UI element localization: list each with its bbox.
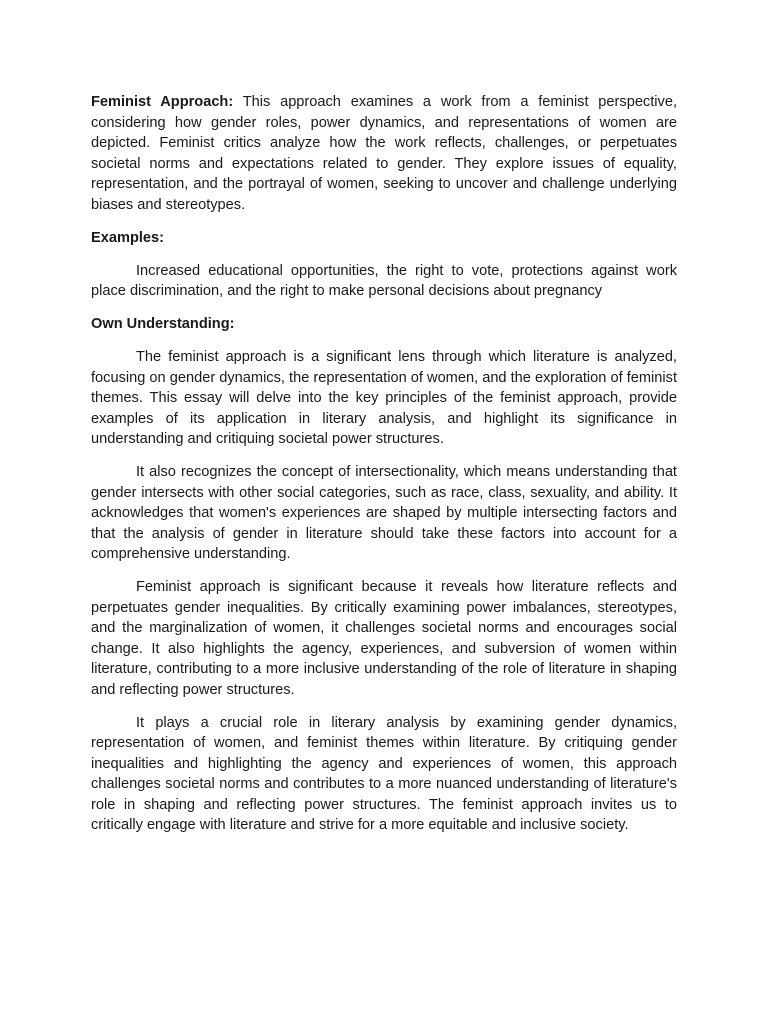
intro-paragraph: [91, 92, 677, 215]
document-body: [91, 92, 677, 848]
own-understanding-heading: Own Understanding:: [91, 316, 235, 332]
understanding-paragraph-4: It plays a crucial role in literary analysis by examining gender dynamics, representation of women, and feminist themes within literature. By critiquing gender inequalities and highlighting the agency and experiences of women, this approach challenges societal norms and contributes to a more nuanced understanding of literature's role in shaping and reflecting power structures. The feminist approach invites us to critically engage with literature and strive for a more equitable and inclusive society.: [91, 714, 677, 833]
intro-text: This approach examines a work from a feminist perspective, considering how gender roles, power dynamics, and representations of women are depicted. Feminist critics analyze how the work reflects, challenges, or perpetuates societal norms and expectations related to gender. They explore issues of equality, representation, and the portrayal of women, seeking to uncover and challenge underlying biases and stereotypes.: [91, 94, 677, 213]
examples-paragraph: Increased educational opportunities, the right to vote, protections against work place discrimination, and the right to make personal decisions about pregnancy: [91, 262, 677, 299]
understanding-paragraph-2: It also recognizes the concept of intersectionality, which means understanding that gender intersects with other social categories, such as race, class, sexuality, and ability. It acknowledges that women's experiences are shaped by multiple intersecting factors and that the analysis of gender in literature should take these factors into account for a comprehensive understanding.: [91, 464, 677, 562]
understanding-paragraph-1: The feminist approach is a significant lens through which literature is analyzed, focusing on gender dynamics, the representation of women, and the exploration of feminist themes. This essay will delve into the key principles of the feminist approach, provide examples of its application in literary analysis, and highlight its significance in understanding and critiquing societal power structures.: [91, 349, 677, 447]
understanding-paragraph-3: Feminist approach is significant because it reveals how literature reflects and perpetuates gender inequalities. By critically examining power imbalances, stereotypes, and the marginalization of women, it challenges societal norms and encourages social change. It also highlights the agency, experiences, and subversion of women within literature, contributing to a more inclusive understanding of the role of literature in shaping and reflecting power structures.: [91, 579, 677, 698]
examples-heading: Examples:: [91, 229, 165, 246]
intro-label: Feminist Approach:: [91, 94, 234, 110]
